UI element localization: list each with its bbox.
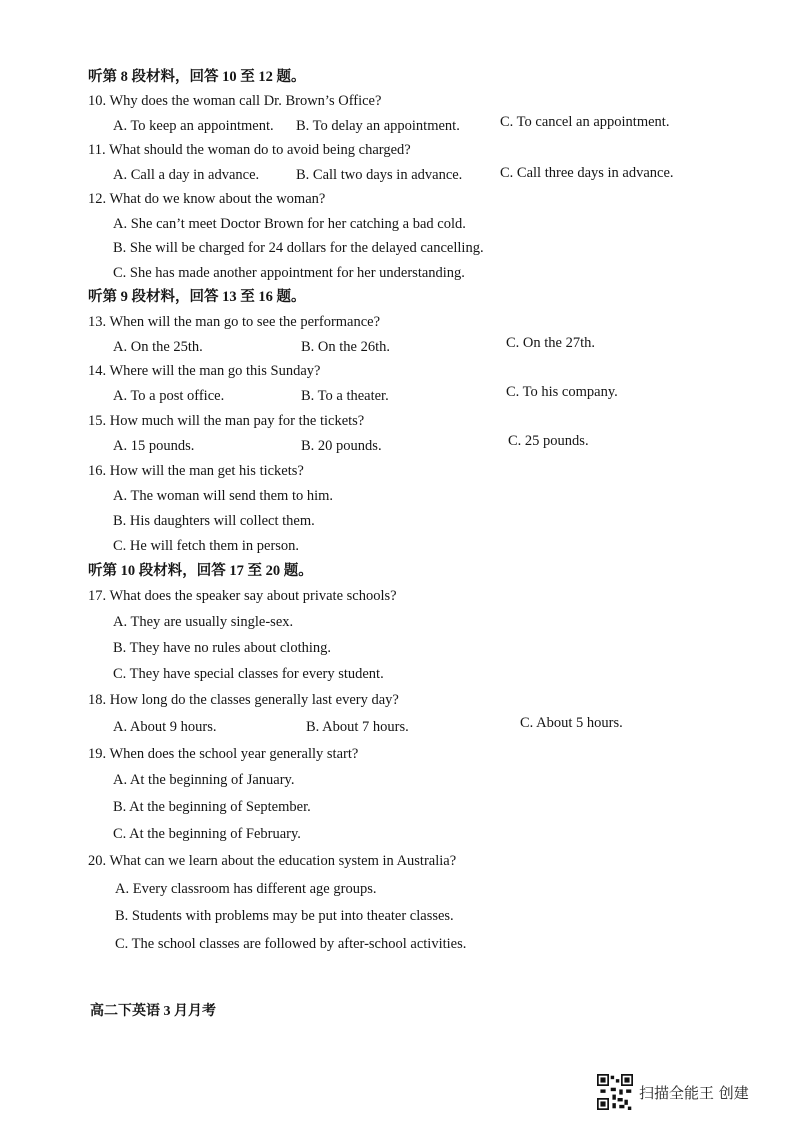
option-c: C. At the beginning of February. — [113, 826, 301, 842]
option-b: B. At the beginning of September. — [113, 799, 311, 815]
question-stem: 12. What do we know about the woman? — [88, 191, 326, 207]
option-b: B. To delay an appointment. — [296, 118, 460, 134]
option-a: A. On the 25th. — [113, 339, 203, 355]
option-a: A. Every classroom has different age groups. — [115, 881, 377, 897]
option-c: C. Call three days in advance. — [500, 165, 674, 181]
question-stem: 20. What can we learn about the education system in Australia? — [88, 853, 457, 869]
section-heading: 听第 10 段材料，回答 17 至 20 题。 — [88, 563, 313, 579]
footer-title: 高二下英语 3 月月考 — [90, 1004, 216, 1019]
option-a: A. 15 pounds. — [113, 438, 195, 454]
section-heading: 听第 8 段材料，回答 10 至 12 题。 — [88, 69, 306, 85]
question-stem: 16. How will the man get his tickets? — [88, 463, 304, 479]
question-stem: 19. When does the school year generally start? — [88, 746, 359, 762]
option-a: A. Call a day in advance. — [113, 167, 260, 183]
question-stem: 17. What does the speaker say about private schools? — [88, 588, 397, 604]
option-b: B. Students with problems may be put into theater classes. — [115, 908, 454, 924]
option-a: A. At the beginning of January. — [113, 772, 295, 788]
option-b: B. To a theater. — [301, 388, 389, 404]
question-stem: 14. Where will the man go this Sunday? — [88, 363, 321, 379]
option-b: B. She will be charged for 24 dollars for the delayed cancelling. — [113, 240, 484, 256]
option-c: C. To cancel an appointment. — [500, 114, 670, 130]
option-c: C. He will fetch them in person. — [113, 538, 300, 554]
option-a: A. About 9 hours. — [113, 719, 217, 735]
question-stem: 10. Why does the woman call Dr. Brown’s Office? — [88, 93, 382, 109]
option-b: B. About 7 hours. — [306, 719, 409, 735]
option-c: C. The school classes are followed by after-school activities. — [115, 936, 467, 952]
option-c: C. About 5 hours. — [520, 715, 623, 731]
option-b: B. They have no rules about clothing. — [113, 640, 331, 656]
option-c: C. 25 pounds. — [508, 433, 589, 449]
option-a: A. They are usually single-sex. — [113, 614, 294, 630]
qr-code-icon — [597, 1074, 633, 1110]
option-a: A. She can’t meet Doctor Brown for her catching a bad cold. — [113, 216, 466, 232]
option-b: B. 20 pounds. — [301, 438, 382, 454]
option-a: A. The woman will send them to him. — [113, 488, 334, 504]
scanner-watermark — [597, 1074, 749, 1110]
question-stem: 15. How much will the man pay for the tickets? — [88, 413, 365, 429]
option-c: C. On the 27th. — [506, 335, 596, 351]
option-b: B. On the 26th. — [301, 339, 391, 355]
watermark-text: 扫描全能王 创建 — [639, 1083, 749, 1102]
section-heading: 听第 9 段材料，回答 13 至 16 题。 — [88, 289, 306, 305]
question-stem: 13. When will the man go to see the performance? — [88, 314, 381, 330]
question-stem: 11. What should the woman do to avoid being charged? — [88, 142, 411, 158]
question-stem: 18. How long do the classes generally last every day? — [88, 692, 399, 708]
option-a: A. To keep an appointment. — [113, 118, 274, 134]
option-b: B. Call two days in advance. — [296, 167, 463, 183]
option-c: C. She has made another appointment for her understanding. — [113, 265, 465, 281]
option-b: B. His daughters will collect them. — [113, 513, 315, 529]
option-c: C. They have special classes for every student. — [113, 666, 384, 682]
option-c: C. To his company. — [506, 384, 618, 400]
option-a: A. To a post office. — [113, 388, 225, 404]
